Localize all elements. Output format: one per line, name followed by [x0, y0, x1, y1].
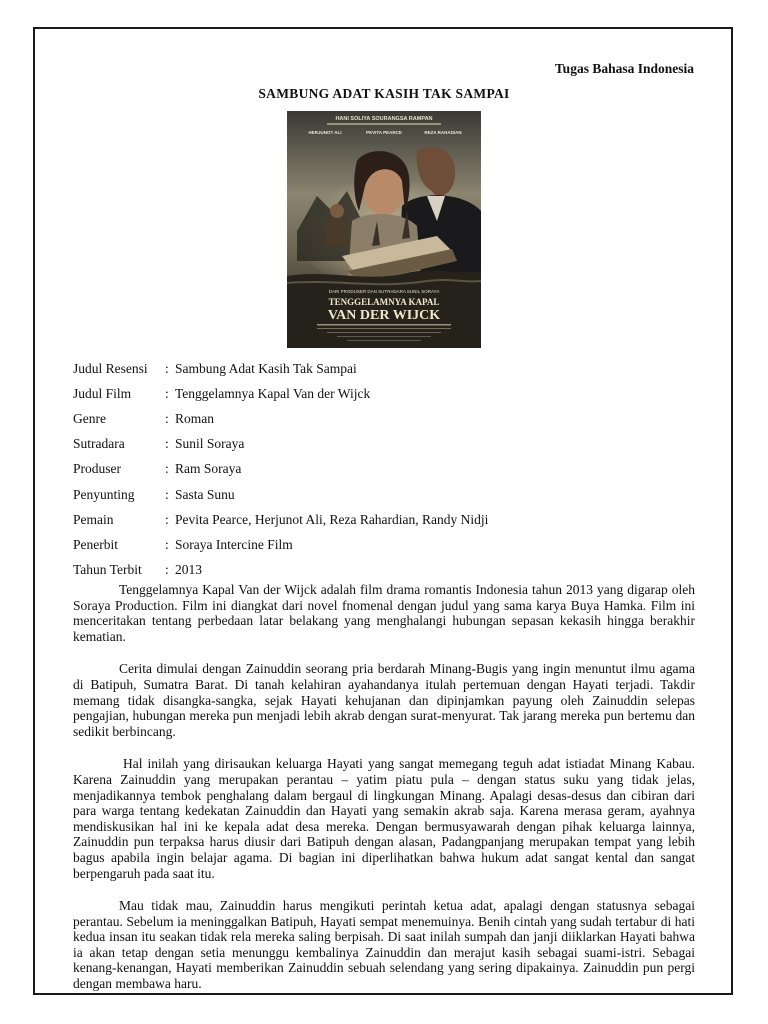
info-key: Produser — [73, 461, 121, 477]
poster-artwork — [287, 111, 481, 348]
info-value: Roman — [175, 410, 214, 426]
info-row — [73, 406, 488, 431]
info-value: Sunil Soraya — [175, 436, 245, 452]
poster-name-1: HERJUNOT ALI — [308, 130, 342, 135]
info-separator: : — [165, 385, 169, 401]
info-value: Soraya Intercine Film — [175, 536, 293, 552]
info-key: Penerbit — [73, 536, 118, 552]
info-key: Tahun Terbit — [73, 562, 142, 578]
info-key: Genre — [73, 410, 106, 426]
paragraph-4: Mau tidak mau, Zainuddin harus mengikuti perintah ketua adat, apalagi dengan statusnya sebagai perantau. Sebelum ia meninggalkan Batipuh, Hayati sempat menemuinya. Benih cintah yang sudah tertabur di hati kedua insan itu seakan tidak rela mereka saling berpisah. Di saat inilah sumpah dan janji diiklarkan Hayati bahwa ia akan tetap dengan setia menunggu kembalinya Zainuddin dan merajut kasih sebagai suami-istri. Sebagai kenang-kenangan, Hayati memberikan Zainuddin sebuah selendang yang sering dipakainya. Zainuddin pun pergi dengan membawa haru. — [73, 898, 695, 992]
info-separator: : — [165, 511, 169, 527]
info-row — [73, 558, 488, 583]
info-separator: : — [165, 360, 169, 376]
info-separator: : — [165, 461, 169, 477]
info-separator: : — [165, 486, 169, 502]
info-separator: : — [165, 562, 169, 578]
info-row — [73, 457, 488, 482]
paragraph-3: Hal inilah yang dirisaukan keluarga Hayati yang sangat memegang teguh adat istiadat Minang Kabau. Karena Zainuddin yang merupakan perantau – yatim piatu pula – dengan status suku yang tidak jelas, menjadikannya tembok penghalang dalam bergaul di lingkungan Minang. Apalagi desas-desus dan cibiran dari para warga tentang kedekatan Zainuddin dan Hayati yang semakin akrab saja. Karena merasa geram, ayahnya mendiskusikan hal ini ke kepala adat desa mereka. Dengan bermusyawarah dengan pihak keluarga lainnya, Zainuddin pun terpaksa harus diusir dari Batipuh dengan alasan, Padangpanjang merupakan tempat yang lebih bagus apabila ingin belajar agama. Di bagian ini diperlihatkan bahwa hukum adat sangat kental dan sangat berpengaruh pada saat itu. — [73, 756, 695, 881]
info-key: Sutradara — [73, 436, 125, 452]
info-value: Sasta Sunu — [175, 486, 235, 502]
info-value: Pevita Pearce, Herjunot Ali, Reza Rahardian, Randy Nidji — [175, 511, 489, 527]
poster-name-3: REZA RAHADIAN — [424, 130, 462, 135]
movie-poster — [287, 111, 481, 348]
review-body — [73, 582, 695, 1009]
poster-top-line: HANI SOLIYA SOURANGSA RAMPAN — [335, 116, 433, 122]
review-info-table — [73, 356, 488, 583]
info-row — [73, 507, 488, 532]
course-label: Tugas Bahasa Indonesia — [554, 61, 694, 76]
info-row — [73, 381, 488, 406]
paragraph-2: Cerita dimulai dengan Zainuddin seorang pria berdarah Minang-Bugis yang ingin menuntut ilmu agama di Batipuh, Sumatra Barat. Di tanah kelahiran ayahandanya itulah pertemuan dengan Hayati terjadi. Takdir memang tidak disangka-sangka, sejak Hayati kehujanan dan dipinjamkan payung oleh Zainuddin selepas pengajian, hubungan mereka pun menjadi lebih akrab dengan surat-menyurat. Tak jarang mereka pun bertemu dan sedikit berbincang. — [73, 661, 695, 739]
info-key: Pemain — [73, 511, 114, 527]
info-value: Tenggelamnya Kapal Van der Wijck — [175, 385, 371, 401]
info-key: Judul Resensi — [73, 360, 148, 376]
info-row — [73, 356, 488, 381]
poster-name-2: PEVITA PEARCE — [366, 130, 402, 135]
document-title: SAMBUNG ADAT KASIH TAK SAMPAI — [258, 86, 510, 101]
info-row — [73, 432, 488, 457]
poster-title-line1: TENGGELAMNYA KAPAL — [328, 297, 440, 307]
info-key: Judul Film — [73, 385, 132, 401]
poster-title-line2: VAN DER WIJCK — [327, 308, 441, 323]
info-value: Ram Soraya — [175, 461, 242, 477]
info-separator: : — [165, 410, 169, 426]
info-separator: : — [165, 536, 169, 552]
info-row — [73, 532, 488, 557]
paragraph-1: Tenggelamnya Kapal Van der Wijck adalah film drama romantis Indonesia tahun 2013 yang digarap oleh Soraya Production. Film ini diangkat dari novel fnomenal dengan judul yang sama karya Buya Hamka. Film ini menceritakan tentang perbedaan latar belakang yang menghalangi hubungan sepasan kekasih hingga berakhir kematian. — [73, 582, 695, 644]
info-row — [73, 482, 488, 507]
poster-presenter: DARI PRODUSER DAN SUTRADARA SUNIL SORAYA — [328, 289, 440, 294]
info-value: 2013 — [175, 562, 202, 578]
info-value: Sambung Adat Kasih Tak Sampai — [175, 360, 357, 376]
info-key: Penyunting — [73, 486, 135, 502]
info-separator: : — [165, 436, 169, 452]
